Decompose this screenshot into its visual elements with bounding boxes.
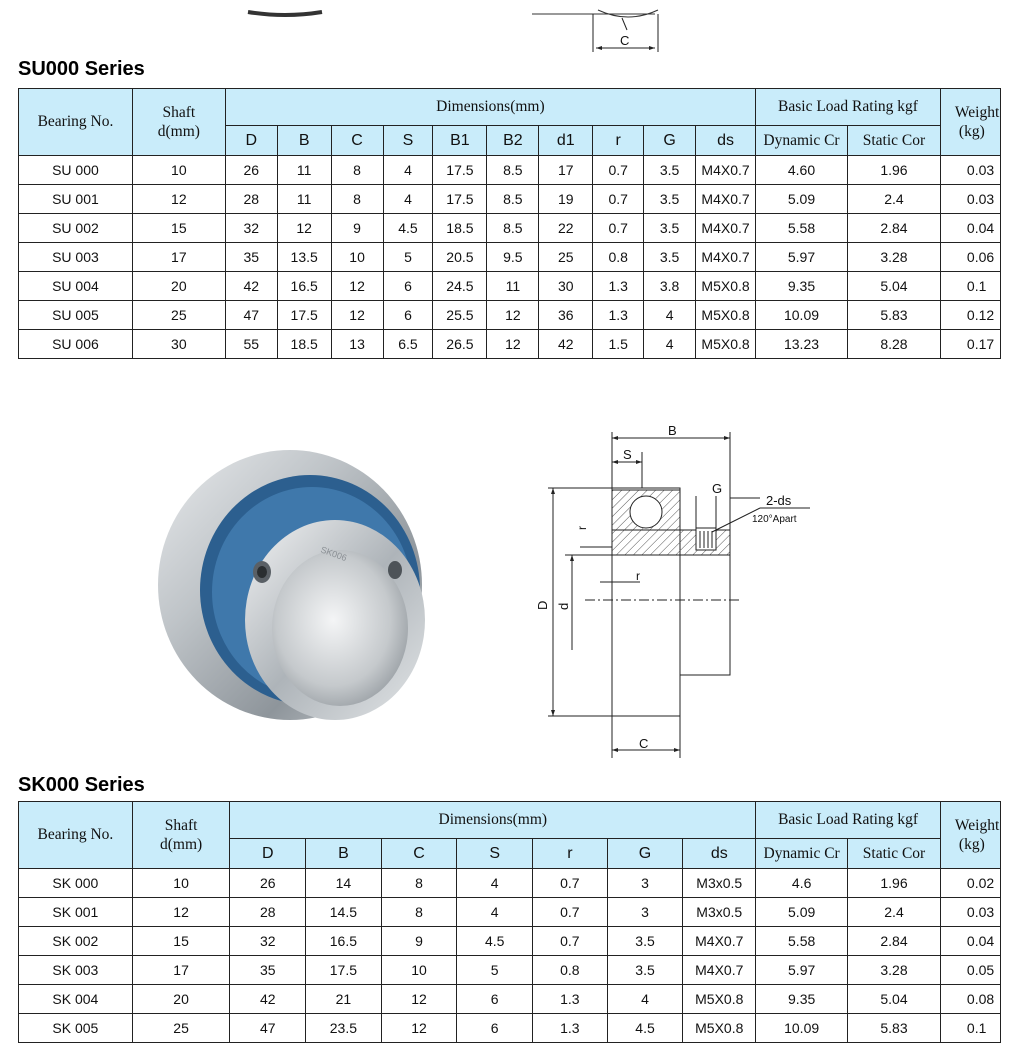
table-cell: 10 — [331, 243, 383, 272]
table-cell: 9.35 — [756, 272, 848, 301]
table-row — [19, 330, 1001, 359]
table-cell: 0.7 — [533, 898, 608, 927]
table-cell: 30 — [539, 272, 593, 301]
table-cell: 14 — [306, 869, 382, 898]
table-cell: 0.05 — [940, 956, 1000, 985]
table-cell: 2.84 — [848, 927, 941, 956]
table-cell: 10 — [381, 956, 457, 985]
table-row — [19, 272, 1001, 301]
table-row — [19, 985, 1001, 1014]
table-cell: 18.5 — [433, 214, 487, 243]
table-cell: 1.5 — [593, 330, 644, 359]
table-cell: 30 — [132, 330, 225, 359]
table-cell: M4X0.7 — [696, 214, 756, 243]
drawing-apart-label: 120°Apart — [752, 514, 797, 525]
table-cell: M4X0.7 — [696, 156, 756, 185]
table-cell: M5X0.8 — [683, 985, 756, 1014]
table-cell: 4.5 — [607, 1014, 683, 1043]
table-cell: 26 — [225, 156, 277, 185]
table-cell: 17 — [132, 243, 225, 272]
table-cell: 5.58 — [756, 214, 848, 243]
table-cell: 4.6 — [756, 869, 848, 898]
table-cell: 5 — [383, 243, 433, 272]
su-series-table — [18, 88, 1001, 359]
table-cell: 0.04 — [940, 927, 1000, 956]
table-cell: 2.4 — [847, 185, 940, 214]
top-drawing-fragment — [0, 0, 1013, 58]
table-row — [19, 1014, 1001, 1043]
dim-header-ds: ds — [683, 839, 756, 869]
table-row — [19, 301, 1001, 330]
table-cell: 3.5 — [607, 956, 683, 985]
drawing-d-upper-label: D — [535, 600, 550, 610]
bearing-no-header: Bearing No. — [19, 802, 133, 869]
table-cell: 4 — [383, 156, 433, 185]
dim-header-g: G — [644, 126, 696, 156]
table-cell: 22 — [539, 214, 593, 243]
table-cell: 14.5 — [306, 898, 382, 927]
dim-header-b: B — [306, 839, 382, 869]
table-cell: 1.3 — [593, 272, 644, 301]
table-cell: 55 — [225, 330, 277, 359]
table-cell: SU 004 — [19, 272, 133, 301]
table-cell: 9.5 — [487, 243, 539, 272]
table-cell: 25 — [132, 1014, 230, 1043]
table-cell: 12 — [487, 330, 539, 359]
table-cell: 5.97 — [756, 956, 848, 985]
table-cell: 0.12 — [940, 301, 1000, 330]
dynamic-cr-header: Dynamic Cr — [756, 839, 848, 869]
table-cell: M5X0.8 — [696, 272, 756, 301]
static-cor-header: Static Cor — [848, 839, 941, 869]
table-cell: 6 — [457, 1014, 533, 1043]
load-rating-header: Basic Load Rating kgf — [756, 89, 941, 126]
table-cell: SU 006 — [19, 330, 133, 359]
dim-header-c: C — [331, 126, 383, 156]
table-cell: 42 — [539, 330, 593, 359]
table-cell: M5X0.8 — [696, 301, 756, 330]
bearing-technical-drawing — [520, 420, 830, 765]
table-cell: SK 002 — [19, 927, 133, 956]
drawing-c-label: C — [639, 736, 649, 751]
table-cell: 0.8 — [533, 956, 608, 985]
table-cell: 5.09 — [756, 898, 848, 927]
weight-header: Weight (kg) — [940, 89, 1000, 156]
table-cell: 15 — [132, 927, 230, 956]
table-cell: 3 — [607, 869, 683, 898]
dimensions-header: Dimensions(mm) — [230, 802, 756, 839]
table-cell: 15 — [132, 214, 225, 243]
table-cell: 0.7 — [533, 869, 608, 898]
table-cell: 36 — [539, 301, 593, 330]
table-cell: 8.28 — [847, 330, 940, 359]
table-cell: SK 004 — [19, 985, 133, 1014]
table-cell: 6 — [457, 985, 533, 1014]
table-cell: 47 — [225, 301, 277, 330]
table-cell: 13 — [331, 330, 383, 359]
table-cell: 42 — [225, 272, 277, 301]
weight-header: Weight (kg) — [940, 802, 1000, 869]
table-cell: 4 — [383, 185, 433, 214]
dim-header-b2: B2 — [487, 126, 539, 156]
table-cell: 8 — [331, 156, 383, 185]
sk-series-title: SK000 Series — [18, 774, 145, 796]
table-cell: 17.5 — [277, 301, 331, 330]
dim-header-b1: B1 — [433, 126, 487, 156]
sk-table-wrapper — [0, 801, 1001, 1036]
table-cell: 3 — [607, 898, 683, 927]
table-cell: 3.5 — [644, 185, 696, 214]
table-cell: 3.28 — [848, 956, 941, 985]
static-cor-header: Static Cor — [847, 126, 940, 156]
drawing-ds-label: 2-ds — [766, 493, 792, 508]
table-cell: 20 — [132, 985, 230, 1014]
dim-header-c: C — [381, 839, 457, 869]
dim-header-s: S — [457, 839, 533, 869]
table-cell: 47 — [230, 1014, 306, 1043]
dim-header-d: D — [230, 839, 306, 869]
table-cell: 32 — [230, 927, 306, 956]
table-cell: 2.84 — [847, 214, 940, 243]
table-cell: 17.5 — [306, 956, 382, 985]
table-cell: 0.7 — [593, 214, 644, 243]
bearing-photo — [150, 440, 440, 730]
table-cell: 10 — [132, 869, 230, 898]
table-cell: M4X0.7 — [683, 956, 756, 985]
dim-header-d: D — [225, 126, 277, 156]
table-cell: 10.09 — [756, 301, 848, 330]
table-cell: 19 — [539, 185, 593, 214]
table-cell: SK 003 — [19, 956, 133, 985]
table-cell: 2.4 — [848, 898, 941, 927]
table-cell: M4X0.7 — [683, 927, 756, 956]
table-cell: 21 — [306, 985, 382, 1014]
su-series-title: SU000 Series — [18, 58, 145, 80]
table-cell: 11 — [487, 272, 539, 301]
table-cell: 8 — [381, 869, 457, 898]
table-cell: 18.5 — [277, 330, 331, 359]
table-cell: 8.5 — [487, 156, 539, 185]
table-cell: 0.7 — [593, 156, 644, 185]
table-row — [19, 156, 1001, 185]
dim-header-d1: d1 — [539, 126, 593, 156]
drawing-s-label: S — [623, 447, 632, 462]
drawing-b-label: B — [668, 423, 677, 438]
table-cell: 1.3 — [533, 985, 608, 1014]
table-cell: 3.28 — [847, 243, 940, 272]
dimensions-header: Dimensions(mm) — [225, 89, 755, 126]
table-cell: M4X0.7 — [696, 185, 756, 214]
table-cell: 17 — [132, 956, 230, 985]
top-dim-c-label: C — [620, 33, 630, 48]
drawing-r-label-upper: r — [575, 526, 589, 530]
table-cell: 8 — [381, 898, 457, 927]
table-cell: 12 — [331, 301, 383, 330]
table-cell: 9 — [381, 927, 457, 956]
dim-header-g: G — [607, 839, 683, 869]
table-cell: 0.08 — [940, 985, 1000, 1014]
table-row — [19, 243, 1001, 272]
table-cell: 12 — [331, 272, 383, 301]
table-cell: 13.5 — [277, 243, 331, 272]
table-cell: 5.58 — [756, 927, 848, 956]
table-cell: 3.5 — [644, 214, 696, 243]
table-cell: 5 — [457, 956, 533, 985]
table-cell: 25 — [539, 243, 593, 272]
table-cell: 6 — [383, 272, 433, 301]
table-cell: 4.60 — [756, 156, 848, 185]
table-cell: M4X0.7 — [696, 243, 756, 272]
table-cell: 42 — [230, 985, 306, 1014]
table-cell: 0.03 — [940, 898, 1000, 927]
table-cell: M5X0.8 — [696, 330, 756, 359]
table-cell: 5.97 — [756, 243, 848, 272]
table-cell: 10 — [132, 156, 225, 185]
table-cell: 13.23 — [756, 330, 848, 359]
table-cell: 12 — [381, 985, 457, 1014]
table-cell: 10.09 — [756, 1014, 848, 1043]
table-cell: SK 001 — [19, 898, 133, 927]
table-row — [19, 869, 1001, 898]
table-cell: 0.04 — [940, 214, 1000, 243]
table-cell: 4 — [607, 985, 683, 1014]
table-cell: SK 000 — [19, 869, 133, 898]
table-cell: M5X0.8 — [683, 1014, 756, 1043]
table-cell: 11 — [277, 156, 331, 185]
table-cell: 6.5 — [383, 330, 433, 359]
photo-engraving: SK006 — [319, 544, 349, 564]
table-cell: 28 — [230, 898, 306, 927]
drawing-d-lower-label: d — [556, 602, 571, 610]
table-cell: 17 — [539, 156, 593, 185]
table-cell: 35 — [230, 956, 306, 985]
table-cell: 1.96 — [847, 156, 940, 185]
table-cell: 4.5 — [457, 927, 533, 956]
table-cell: 0.03 — [940, 185, 1000, 214]
table-cell: 5.04 — [847, 272, 940, 301]
table-cell: SU 001 — [19, 185, 133, 214]
dynamic-cr-header: Dynamic Cr — [756, 126, 848, 156]
table-cell: 32 — [225, 214, 277, 243]
sk-series-table — [18, 801, 1001, 1043]
su-table-wrapper — [0, 88, 1001, 363]
table-cell: 3.5 — [644, 243, 696, 272]
load-rating-header: Basic Load Rating kgf — [756, 802, 941, 839]
table-cell: 8.5 — [487, 185, 539, 214]
table-cell: 0.7 — [593, 185, 644, 214]
table-cell: 5.83 — [848, 1014, 941, 1043]
dim-header-s: S — [383, 126, 433, 156]
table-cell: SU 005 — [19, 301, 133, 330]
dim-header-r: r — [593, 126, 644, 156]
table-cell: 0.02 — [940, 869, 1000, 898]
table-row — [19, 927, 1001, 956]
table-cell: SU 003 — [19, 243, 133, 272]
table-cell: 4 — [644, 330, 696, 359]
table-cell: 0.1 — [940, 1014, 1000, 1043]
table-cell: 35 — [225, 243, 277, 272]
table-row — [19, 956, 1001, 985]
table-cell: 20 — [132, 272, 225, 301]
table-cell: 12 — [277, 214, 331, 243]
table-row — [19, 185, 1001, 214]
table-cell: M3x0.5 — [683, 869, 756, 898]
table-row — [19, 214, 1001, 243]
table-cell: 3.5 — [644, 156, 696, 185]
table-cell: SK 005 — [19, 1014, 133, 1043]
table-cell: 9.35 — [756, 985, 848, 1014]
drawing-g-label: G — [712, 481, 723, 496]
table-cell: 0.7 — [533, 927, 608, 956]
table-cell: 0.8 — [593, 243, 644, 272]
table-cell: 9 — [331, 214, 383, 243]
table-cell: 4 — [457, 898, 533, 927]
table-cell: 12 — [487, 301, 539, 330]
table-cell: 4.5 — [383, 214, 433, 243]
table-cell: 4 — [457, 869, 533, 898]
dim-header-ds: ds — [696, 126, 756, 156]
table-cell: 5.83 — [847, 301, 940, 330]
shaft-header: Shaft d(mm) — [132, 802, 230, 869]
table-cell: 8 — [331, 185, 383, 214]
table-cell: 17.5 — [433, 156, 487, 185]
table-cell: 4 — [644, 301, 696, 330]
table-cell: 24.5 — [433, 272, 487, 301]
table-cell: 28 — [225, 185, 277, 214]
table-cell: M3x0.5 — [683, 898, 756, 927]
table-cell: 1.96 — [848, 869, 941, 898]
table-cell: 3.8 — [644, 272, 696, 301]
shaft-header: Shaft d(mm) — [132, 89, 225, 156]
table-cell: 25.5 — [433, 301, 487, 330]
bearing-no-header: Bearing No. — [19, 89, 133, 156]
dim-header-r: r — [533, 839, 608, 869]
table-cell: 12 — [132, 898, 230, 927]
table-row — [19, 898, 1001, 927]
table-cell: 16.5 — [306, 927, 382, 956]
table-cell: 20.5 — [433, 243, 487, 272]
table-cell: 0.03 — [940, 156, 1000, 185]
table-cell: 26 — [230, 869, 306, 898]
table-cell: 12 — [381, 1014, 457, 1043]
table-cell: 5.09 — [756, 185, 848, 214]
table-cell: 0.06 — [940, 243, 1000, 272]
table-cell: 1.3 — [593, 301, 644, 330]
table-cell: 1.3 — [533, 1014, 608, 1043]
table-cell: 23.5 — [306, 1014, 382, 1043]
drawing-r-label-lower: r — [636, 569, 640, 583]
table-cell: 0.17 — [940, 330, 1000, 359]
table-cell: SU 000 — [19, 156, 133, 185]
table-cell: 12 — [132, 185, 225, 214]
table-cell: 6 — [383, 301, 433, 330]
table-cell: 16.5 — [277, 272, 331, 301]
table-cell: 8.5 — [487, 214, 539, 243]
table-cell: 26.5 — [433, 330, 487, 359]
table-cell: 3.5 — [607, 927, 683, 956]
table-cell: 11 — [277, 185, 331, 214]
dim-header-b: B — [277, 126, 331, 156]
table-cell: 5.04 — [848, 985, 941, 1014]
table-cell: 0.1 — [940, 272, 1000, 301]
table-cell: 17.5 — [433, 185, 487, 214]
table-cell: SU 002 — [19, 214, 133, 243]
table-cell: 25 — [132, 301, 225, 330]
